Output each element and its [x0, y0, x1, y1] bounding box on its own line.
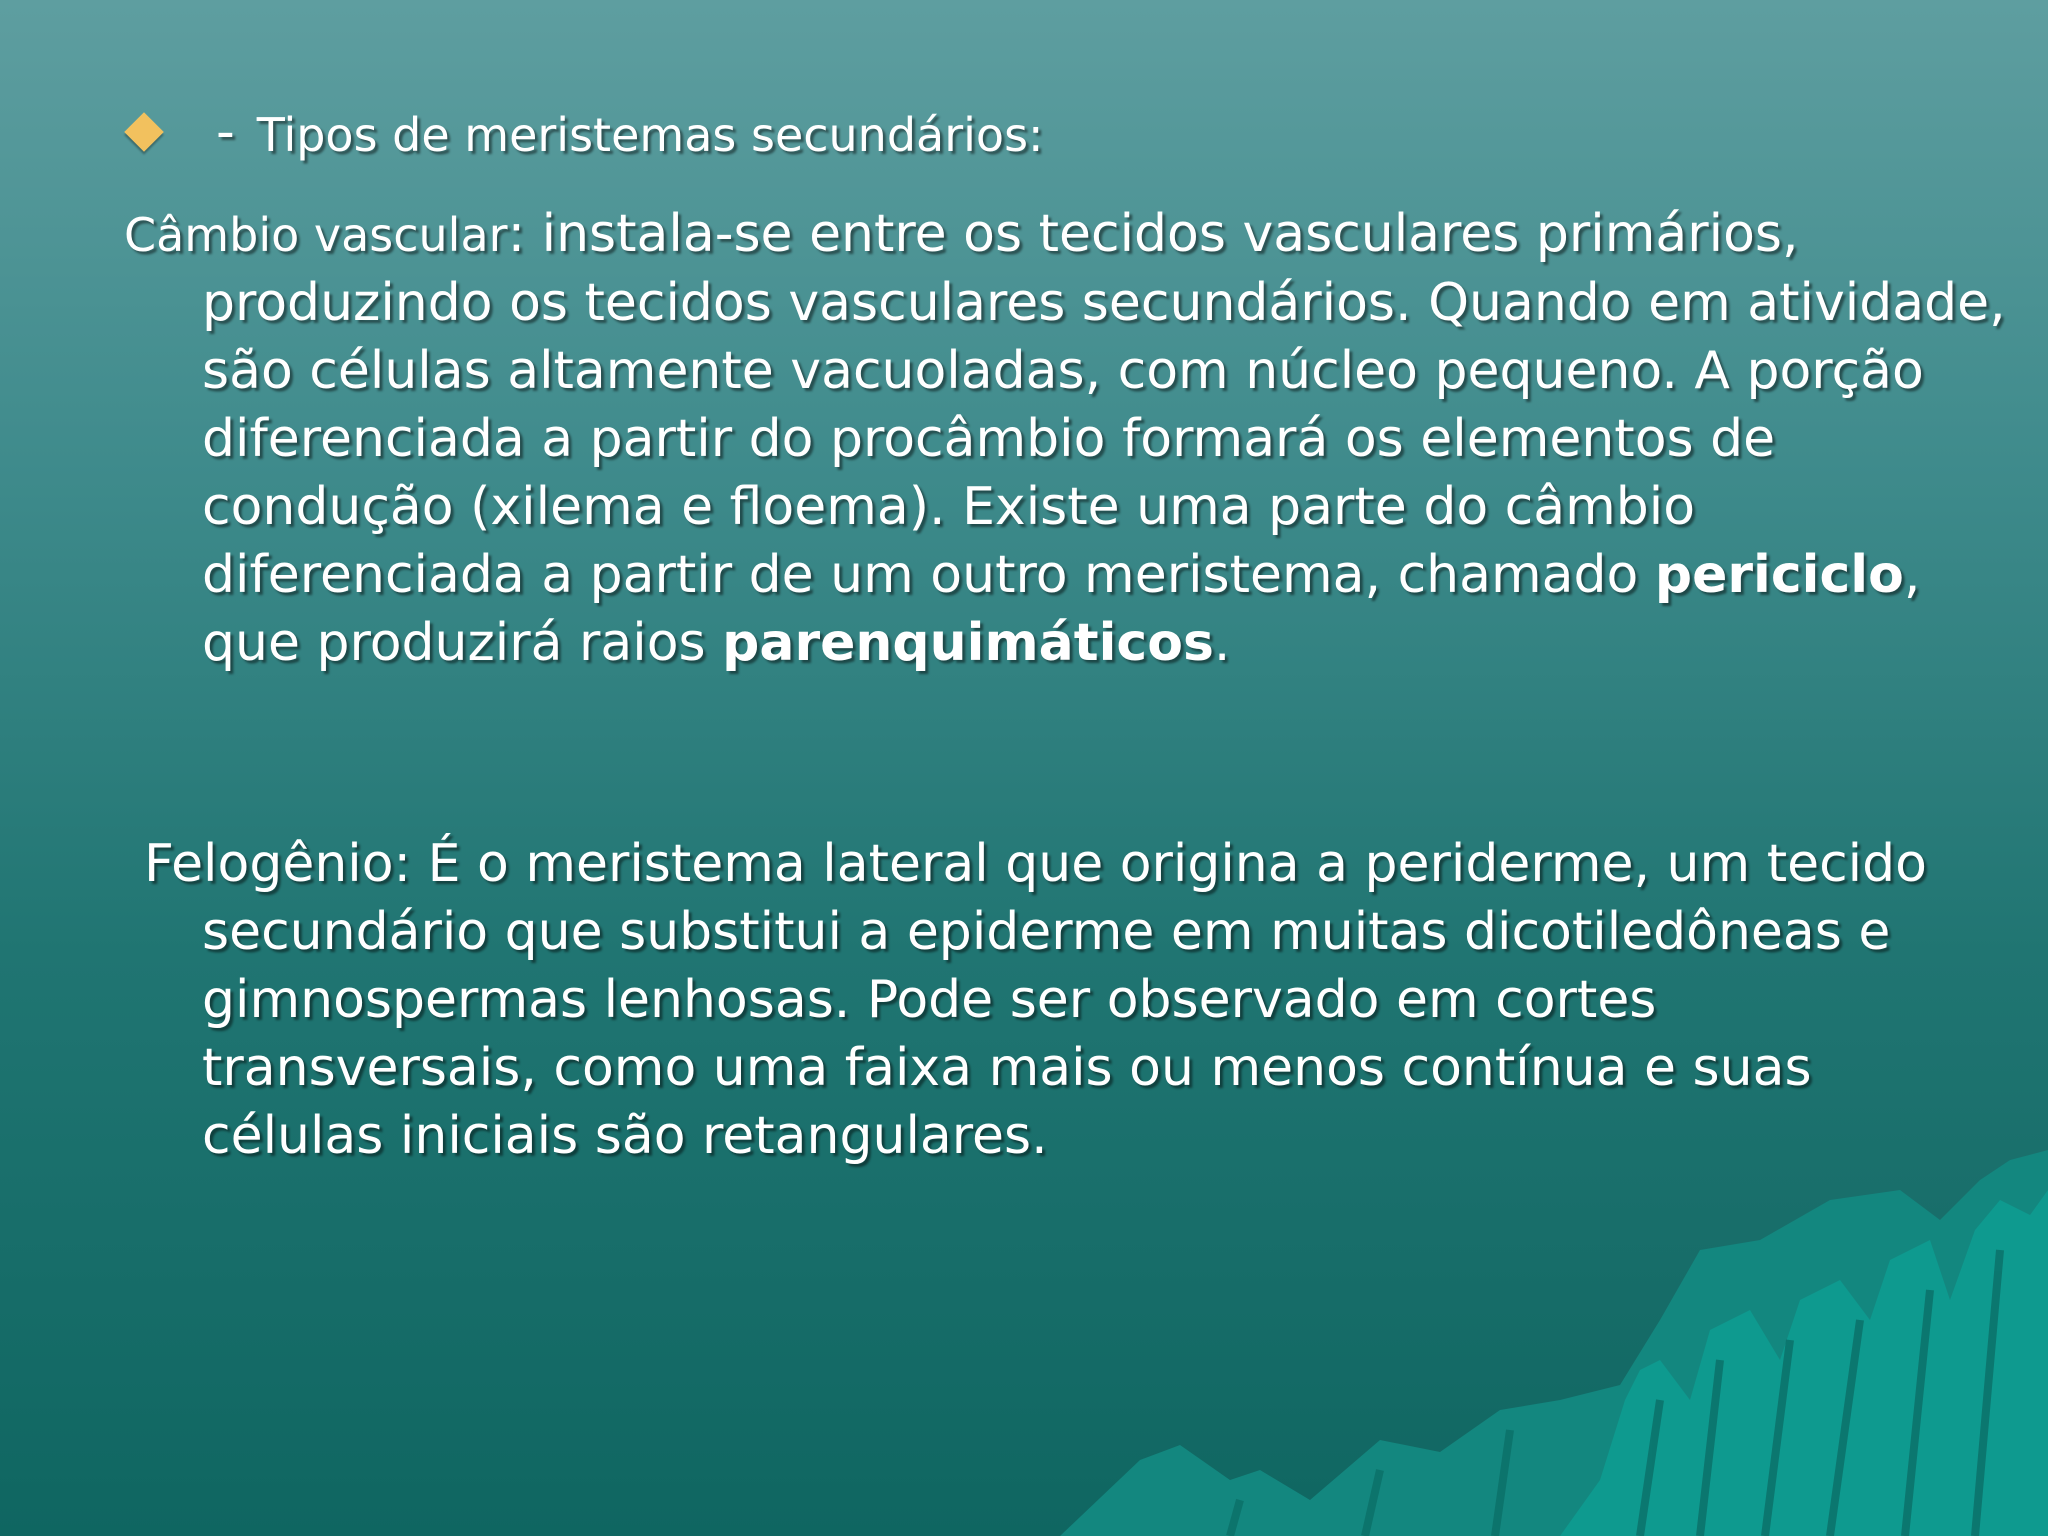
bold-term-pericycle: periciclo: [1654, 545, 1904, 605]
vascular-cambium-text-end: .: [1213, 613, 1231, 673]
vascular-cambium-text-2: , que produzirá raios: [202, 545, 1921, 673]
heading-text: Tipos de meristemas secundários:: [256, 108, 1044, 162]
diamond-bullet-icon: [124, 112, 164, 152]
heading-dash: -: [216, 102, 235, 162]
vascular-cambium-text-1: : instala-se entre os tecidos vasculares primários, produzindo os tecidos vasculares secundários. Quando em atividade, são células altamente vacuoladas, com núcleo pequeno. A porção diferenciada a partir do procâmbio formará os elementos de condução (xilema e floema). Existe uma parte do câmbio diferenciada a partir de um outro meristema, chamado: [202, 204, 2006, 605]
paragraph-vascular-cambium: [124, 200, 2022, 677]
bullet-heading-row: [130, 102, 1044, 182]
bold-term-parenchymal: parenquimáticos: [722, 613, 1214, 673]
term-vascular-cambium: Câmbio vascular: [124, 208, 508, 262]
paragraph-phellogen: Felogênio: É o meristema lateral que origina a periderme, um tecido secundário que substitui a epiderme em muitas dicotiledôneas e gimnospermas lenhosas. Pode ser observado em cortes transversais, como uma faixa mais ou menos contínua e suas células iniciais são retangulares.: [144, 834, 1927, 1166]
